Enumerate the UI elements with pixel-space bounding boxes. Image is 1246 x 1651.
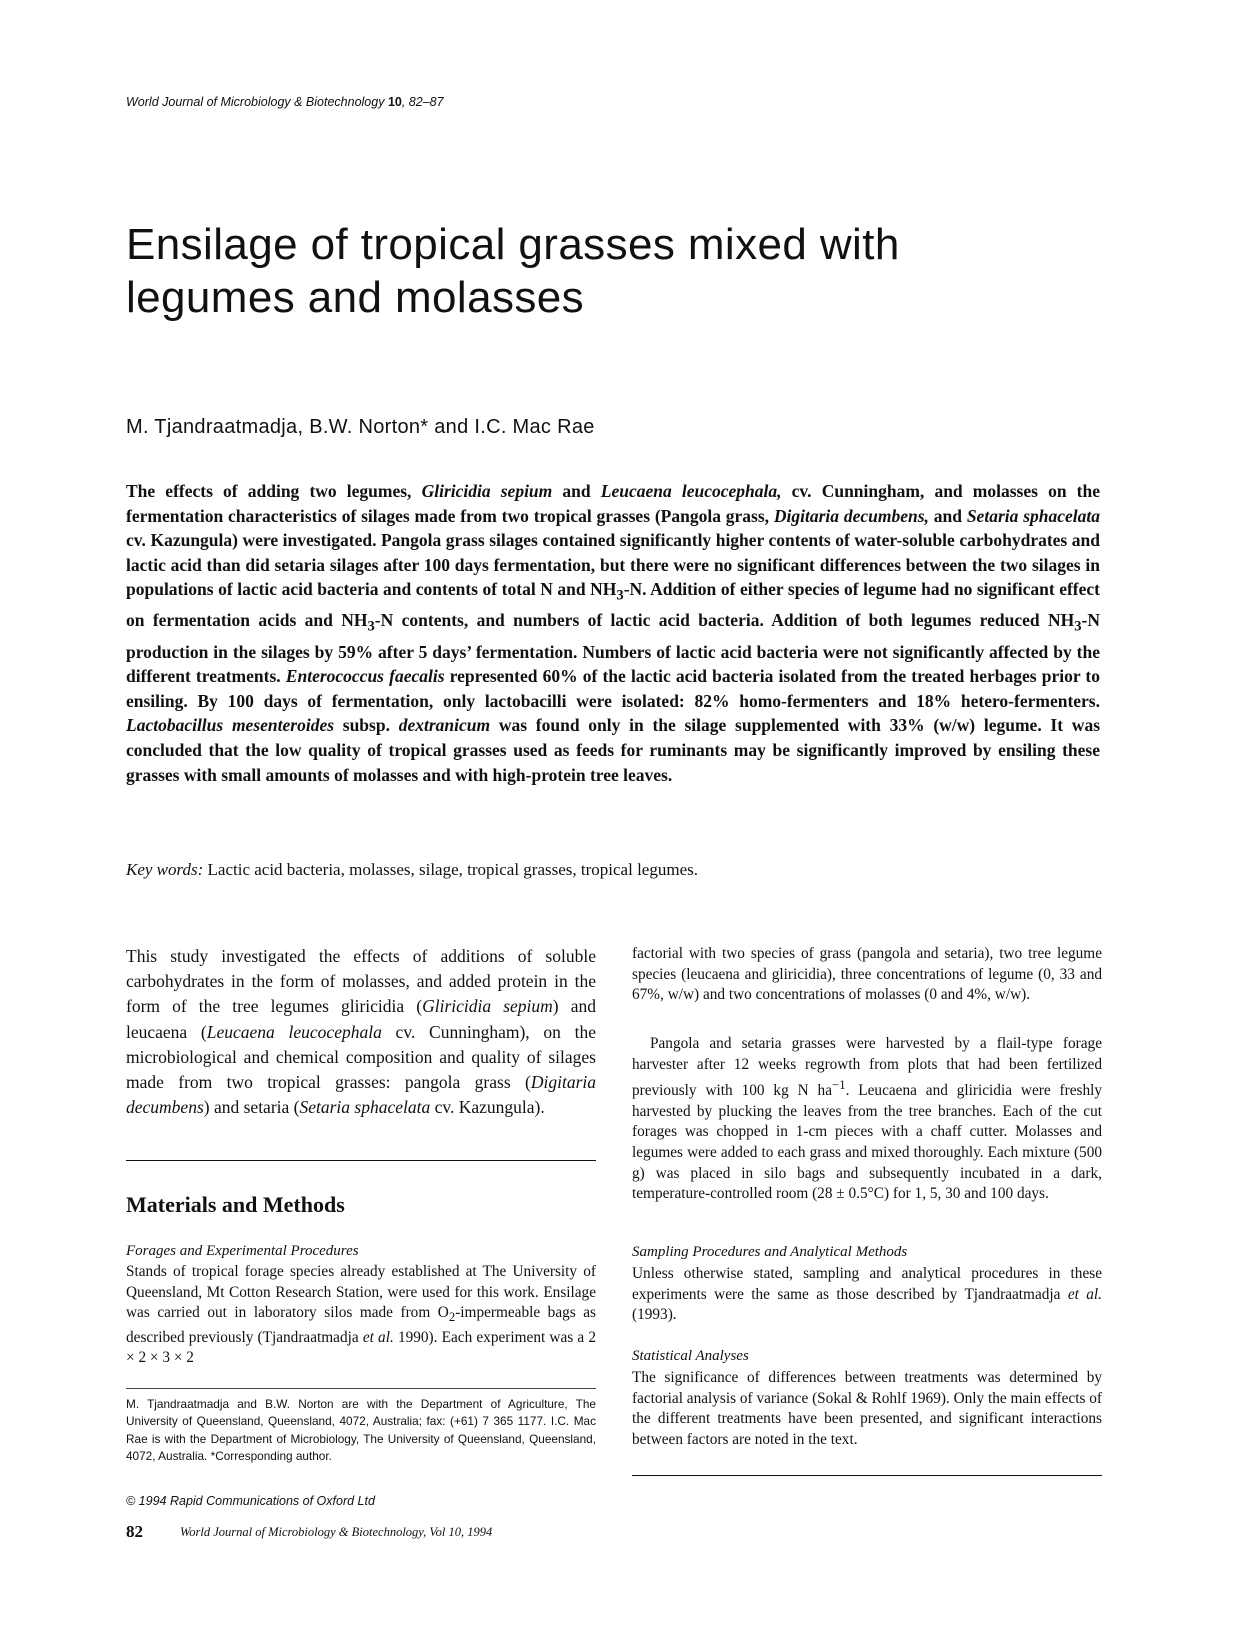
section-divider [632,1475,1102,1476]
title-line-2: legumes and molasses [126,273,585,322]
species-name: Lactobacillus mesenteroides [126,715,335,736]
footer-journal: World Journal of Microbiology & Biotechnology, Vol 10, 1994 [180,1525,493,1539]
article-title [126,218,1126,324]
page-number: 82 [126,1522,143,1541]
keywords-text: Lactic acid bacteria, molasses, silage, tropical grasses, tropical legumes. [203,860,698,879]
species-name: Enterococcus faecalis [285,666,445,687]
species-name: Leucaena leucocephala, [600,481,782,501]
sampling-subheading: Sampling Procedures and Analytical Methods [632,1244,908,1260]
footnote-divider [126,1388,596,1389]
keywords-label: Key words: [126,860,204,879]
methods-heading: Materials and Methods [126,1192,345,1217]
journal-pages: , 82–87 [401,95,444,109]
species-name: Setaria sphacelata [966,505,1100,526]
sampling-paragraph: Unless otherwise stated, sampling and analytical procedures in these experiments were the same as those described by Tjandraatmadja et al. (1993). [632,1265,1102,1324]
author-list: M. Tjandraatmadja, B.W. Norton* and I.C. Mac Rae [126,416,595,438]
running-header [126,95,444,109]
forages-paragraph: Stands of tropical forage species already established at The University of Queensland, Mt Cotton Research Station, were used for this work. Ensilage was carried out in laboratory silos made from $O_2$-impermeable bags as described previously (Tjandraatmadja et al. 1990). Each experiment was a 2 × 2 × 3 × 2 [126,1263,597,1367]
section-divider [126,1160,596,1161]
forages-subheading: Forages and Experimental Procedures [126,1243,359,1259]
abstract: The effects of adding two legumes, Gliricidia sepium and Leucaena leucocephala, cv. Cunningham, and molasses on the fermentation characteristics of silages made from two tropical grasses (Pangola grass, Digitaria decumbens, and Setaria sphacelata cv. Kazungula) were investigated. Pangola grass silages contained significantly higher contents of water-soluble carbohydrates and lactic acid than did setaria silages after 100 days fermentation, but there were no significant differences between the two silages in populations of lactic acid bacteria and contents of total N and $NH_3-N$. Addition of either species of legume had no significant effect on fermentation acids and $NH_3-N$ contents, and numbers of lactic acid bacteria. Addition of both legumes reduced $NH_3-N$ production in the silages by 59% after 5 days’ fermentation. Numbers of lactic acid bacteria were not significantly affected by the different treatments. Enterococcus faecalis represented 60% of the lactic acid bacteria isolated from the treated herbages prior to ensiling. By 100 days of fermentation, only lactobacilli were isolated: 82% homo-fermenters and 18% hetero-fermenters. Lactobacillus mesenteroides subsp. dextranicum was found only in the silage supplemented with 33% (w/w) legume. It was concluded that the low quality of tropical grasses used as feeds for ruminants may be significantly improved by ensiling these grasses with small amounts of molasses and with high-protein tree leaves. [126,481,1101,785]
keywords [126,860,698,880]
statistics-paragraph: The significance of differences between treatments was determined by factorial analysis of variance (Sokal & Rohlf 1969). Only the main effects of the different treatments have been presented, and significant interactions between factors are noted in the text. [632,1369,1102,1448]
methods-paragraph-continued: factorial with two species of grass (pangola and setaria), two tree legume species (leucaena and gliricidia), three concentrations of legume (0, 33 and 67%, w/w) and two concentrations of molasses (0 and 4%, w/w). [632,945,1102,1004]
species-name: Gliricidia sepium [421,481,553,501]
species-name: Digitaria decumbens, [773,505,929,526]
copyright-notice: © 1994 Rapid Communications of Oxford Ltd [126,1494,375,1508]
introduction-paragraph: This study investigated the effects of additions of soluble carbohydrates in the form of molasses, and added protein in the form of the tree legumes gliricidia (Gliricidia sepium) and leucaena (Leucaena leucocephala cv. Cunningham), on the microbiological and chemical composition and quality of silages made from two tropical grasses: pangola grass (Digitaria decumbens) and setaria (Setaria sphacelata cv. Kazungula). [126,946,596,1118]
author-affiliation-footnote: M. Tjandraatmadja and B.W. Norton are with the Department of Agriculture, The University of Queensland, Queensland, 4072, Australia; fax: (+61) 7 365 1177. I.C. Mac Rae is with the Department of Microbiology, The University of Queensland, Queensland, 4072, Australia. *Corresponding author. [126,1397,596,1464]
title-line-1: Ensilage of tropical grasses mixed with [126,220,900,269]
statistics-subheading: Statistical Analyses [632,1348,749,1364]
journal-name: World Journal of Microbiology & Biotechnology [126,95,385,109]
species-name: dextranicum [398,715,491,736]
journal-volume: 10 [387,95,402,109]
harvest-paragraph: Pangola and setaria grasses were harvested by a flail-type forage harvester after 12 weeks regrowth from plots that had been fertilized previously with 100 kg N $ha^{-1}$. Leucaena and gliricidia were freshly harvested by plucking the leaves from the tree branches. Each of the cut forages was chopped in 1-cm pieces with a chaff cutter. Molasses and legumes were added to each grass and mixed thoroughly. Each mixture (500 g) was placed in silo bags and subsequently incubated in a dark, temperature-controlled room (28 ± 0.5°C) for 1, 5, 30 and 100 days. [632,1035,1102,1203]
